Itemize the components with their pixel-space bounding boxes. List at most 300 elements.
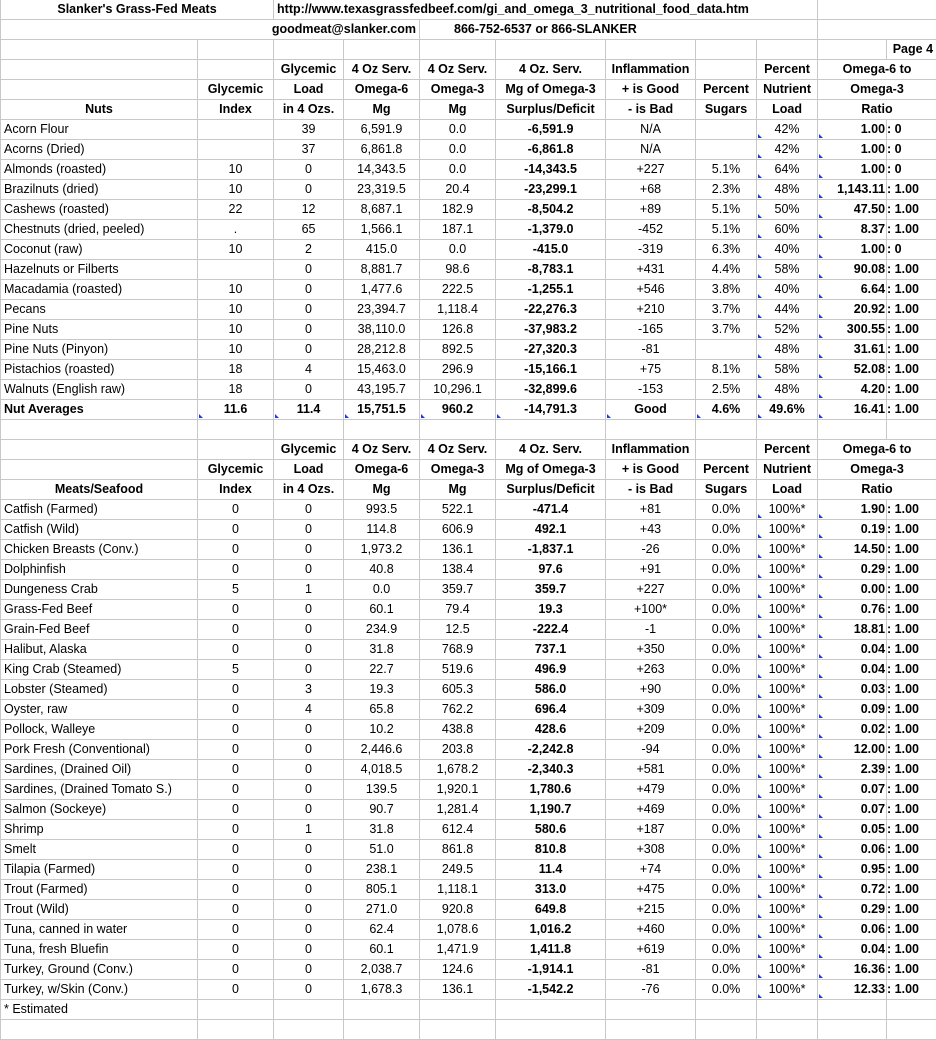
column-header-nl: Percent xyxy=(757,440,818,460)
column-header-infl: - is Bad xyxy=(606,100,696,120)
glycemic-index: 10 xyxy=(198,240,274,260)
percent-sugars: 0.0% xyxy=(696,960,757,980)
omega-3-mg: 519.6 xyxy=(420,660,496,680)
sheet-title: Slanker's Grass-Fed Meats xyxy=(1,0,274,20)
inflammation: +350 xyxy=(606,640,696,660)
glycemic-load: 4 xyxy=(274,360,344,380)
omega-6-mg: 238.1 xyxy=(344,860,420,880)
percent-sugars: 0.0% xyxy=(696,780,757,800)
nutrient-load: 100%* xyxy=(757,640,818,660)
inflammation: -165 xyxy=(606,320,696,340)
omega-6-mg: 14,343.5 xyxy=(344,160,420,180)
omega-6-mg: 415.0 xyxy=(344,240,420,260)
glycemic-index: 0 xyxy=(198,920,274,940)
omega-6-mg: 6,861.8 xyxy=(344,140,420,160)
table-row xyxy=(1,340,936,360)
nutrient-load: 100%* xyxy=(757,580,818,600)
inflammation: +308 xyxy=(606,840,696,860)
omega-6-mg: 8,687.1 xyxy=(344,200,420,220)
ratio-denominator: : 1.00 xyxy=(887,360,936,380)
glycemic-index: 0 xyxy=(198,560,274,580)
table-row xyxy=(1,940,936,960)
omega-3-mg: 10,296.1 xyxy=(420,380,496,400)
nutrient-load: 100%* xyxy=(757,800,818,820)
empty-cell xyxy=(757,420,818,440)
omega-3-surplus-deficit: 97.6 xyxy=(496,560,606,580)
table-row xyxy=(1,860,936,880)
inflammation: -1 xyxy=(606,620,696,640)
ratio-denominator: : 1.00 xyxy=(887,280,936,300)
column-header-ratio: Ratio xyxy=(818,480,936,500)
ratio-numerator: 300.55 xyxy=(818,320,887,340)
column-header-sug xyxy=(696,440,757,460)
glycemic-index: 18 xyxy=(198,380,274,400)
column-header-sug xyxy=(696,60,757,80)
ratio-denominator: : 1.00 xyxy=(887,260,936,280)
omega-3-surplus-deficit: 19.3 xyxy=(496,600,606,620)
glycemic-load: 0 xyxy=(274,380,344,400)
nutrient-load: 100%* xyxy=(757,860,818,880)
inflammation: +81 xyxy=(606,500,696,520)
empty-cell xyxy=(420,1020,496,1040)
avg-surplus-deficit: -14,791.3 xyxy=(496,400,606,420)
omega-3-surplus-deficit: -8,783.1 xyxy=(496,260,606,280)
glycemic-index: . xyxy=(198,220,274,240)
header-row xyxy=(1,480,936,500)
percent-sugars: 2.3% xyxy=(696,180,757,200)
omega-3-surplus-deficit: -22,276.3 xyxy=(496,300,606,320)
table-row xyxy=(1,900,936,920)
empty-cell xyxy=(1,1020,198,1040)
ratio-denominator: : 1.00 xyxy=(887,940,936,960)
column-header-gi: Glycemic xyxy=(198,460,274,480)
glycemic-load: 0 xyxy=(274,620,344,640)
inflammation: +75 xyxy=(606,360,696,380)
omega-3-surplus-deficit: -15,166.1 xyxy=(496,360,606,380)
column-header-o3: 4 Oz Serv. xyxy=(420,440,496,460)
averages-label: Nut Averages xyxy=(1,400,198,420)
ratio-numerator: 90.08 xyxy=(818,260,887,280)
inflammation: +68 xyxy=(606,180,696,200)
omega-3-surplus-deficit: 1,780.6 xyxy=(496,780,606,800)
table-row xyxy=(1,880,936,900)
ratio-denominator: : 0 xyxy=(887,120,936,140)
empty-cell xyxy=(274,1000,344,1020)
glycemic-load: 0 xyxy=(274,900,344,920)
food-name: Chicken Breasts (Conv.) xyxy=(1,540,198,560)
inflammation: N/A xyxy=(606,140,696,160)
percent-sugars: 0.0% xyxy=(696,580,757,600)
omega-3-surplus-deficit: -1,914.1 xyxy=(496,960,606,980)
header-row xyxy=(1,60,936,80)
inflammation: +209 xyxy=(606,720,696,740)
omega-3-surplus-deficit: -8,504.2 xyxy=(496,200,606,220)
ratio-numerator: 0.72 xyxy=(818,880,887,900)
omega-3-mg: 522.1 xyxy=(420,500,496,520)
table-row xyxy=(1,560,936,580)
column-header-o6: Omega-6 xyxy=(344,80,420,100)
food-name: Tuna, canned in water xyxy=(1,920,198,940)
column-header-infl: + is Good xyxy=(606,80,696,100)
glycemic-index: 0 xyxy=(198,860,274,880)
table-row xyxy=(1,680,936,700)
glycemic-load: 0 xyxy=(274,600,344,620)
omega-6-mg: 2,038.7 xyxy=(344,960,420,980)
ratio-denominator: : 1.00 xyxy=(887,200,936,220)
omega-3-mg: 182.9 xyxy=(420,200,496,220)
column-header-infl: Inflammation xyxy=(606,440,696,460)
ratio-denominator: : 1.00 xyxy=(887,720,936,740)
ratio-numerator: 0.06 xyxy=(818,920,887,940)
glycemic-index: 10 xyxy=(198,320,274,340)
omega-6-mg: 0.0 xyxy=(344,580,420,600)
percent-sugars xyxy=(696,140,757,160)
glycemic-index: 10 xyxy=(198,180,274,200)
column-header-o6: 4 Oz Serv. xyxy=(344,60,420,80)
table-row xyxy=(1,380,936,400)
inflammation: +100* xyxy=(606,600,696,620)
percent-sugars: 0.0% xyxy=(696,940,757,960)
ratio-denominator: : 1.00 xyxy=(887,380,936,400)
nutrient-load: 48% xyxy=(757,340,818,360)
column-header-infl: Inflammation xyxy=(606,60,696,80)
omega-6-mg: 60.1 xyxy=(344,600,420,620)
empty-cell xyxy=(344,420,420,440)
empty-cell xyxy=(496,1020,606,1040)
nutrient-load: 48% xyxy=(757,380,818,400)
ratio-numerator: 0.95 xyxy=(818,860,887,880)
omega-6-mg: 60.1 xyxy=(344,940,420,960)
table-row xyxy=(1,160,936,180)
column-header-gl: Glycemic xyxy=(274,440,344,460)
food-name: Lobster (Steamed) xyxy=(1,680,198,700)
nutrient-load: 100%* xyxy=(757,560,818,580)
column-header-sd: Surplus/Deficit xyxy=(496,480,606,500)
glycemic-index xyxy=(198,120,274,140)
glycemic-index: 0 xyxy=(198,980,274,1000)
nutrient-load: 100%* xyxy=(757,980,818,1000)
food-name: Shrimp xyxy=(1,820,198,840)
glycemic-index: 0 xyxy=(198,520,274,540)
avg-omega-3: 960.2 xyxy=(420,400,496,420)
column-header-ratio: Ratio xyxy=(818,100,936,120)
omega-6-mg: 1,566.1 xyxy=(344,220,420,240)
table-row xyxy=(1,360,936,380)
ratio-denominator: : 1.00 xyxy=(887,760,936,780)
ratio-numerator: 0.09 xyxy=(818,700,887,720)
omega-6-mg: 28,212.8 xyxy=(344,340,420,360)
nutrient-load: 100%* xyxy=(757,880,818,900)
glycemic-load: 0 xyxy=(274,740,344,760)
ratio-numerator: 0.06 xyxy=(818,840,887,860)
empty-cell xyxy=(606,1000,696,1020)
omega-3-surplus-deficit: -1,542.2 xyxy=(496,980,606,1000)
omega-3-surplus-deficit: -1,379.0 xyxy=(496,220,606,240)
inflammation: -81 xyxy=(606,340,696,360)
omega-3-surplus-deficit: 313.0 xyxy=(496,880,606,900)
header-row xyxy=(1,100,936,120)
inflammation: -76 xyxy=(606,980,696,1000)
ratio-denominator: : 1.00 xyxy=(887,680,936,700)
omega-3-mg: 359.7 xyxy=(420,580,496,600)
source-url: http://www.texasgrassfedbeef.com/gi_and_omega_3_nutritional_food_data.htm xyxy=(274,0,818,20)
glycemic-index: 0 xyxy=(198,880,274,900)
percent-sugars: 5.1% xyxy=(696,160,757,180)
blank-row xyxy=(1,420,936,440)
column-header-gi xyxy=(198,440,274,460)
glycemic-load: 0 xyxy=(274,520,344,540)
omega-6-mg: 38,110.0 xyxy=(344,320,420,340)
table-row xyxy=(1,780,936,800)
percent-sugars: 0.0% xyxy=(696,860,757,880)
omega-3-mg: 222.5 xyxy=(420,280,496,300)
food-name: Pine Nuts xyxy=(1,320,198,340)
glycemic-load: 0 xyxy=(274,320,344,340)
empty-cell xyxy=(420,1000,496,1020)
ratio-denominator: : 1.00 xyxy=(887,540,936,560)
food-name: Catfish (Farmed) xyxy=(1,500,198,520)
glycemic-index: 0 xyxy=(198,640,274,660)
glycemic-index: 0 xyxy=(198,500,274,520)
percent-sugars: 5.1% xyxy=(696,220,757,240)
inflammation: N/A xyxy=(606,120,696,140)
inflammation: +91 xyxy=(606,560,696,580)
nutrient-load: 58% xyxy=(757,360,818,380)
glycemic-load: 0 xyxy=(274,940,344,960)
inflammation: +90 xyxy=(606,680,696,700)
glycemic-index: 0 xyxy=(198,700,274,720)
avg-percent-sugars: 4.6% xyxy=(696,400,757,420)
food-name: Pork Fresh (Conventional) xyxy=(1,740,198,760)
glycemic-load: 0 xyxy=(274,500,344,520)
table-row xyxy=(1,520,936,540)
empty-cell xyxy=(887,420,936,440)
contact-email: goodmeat@slanker.com xyxy=(1,20,420,40)
omega-3-surplus-deficit: 359.7 xyxy=(496,580,606,600)
omega-6-mg: 805.1 xyxy=(344,880,420,900)
omega-3-mg: 1,678.2 xyxy=(420,760,496,780)
food-name: Chestnuts (dried, peeled) xyxy=(1,220,198,240)
percent-sugars: 0.0% xyxy=(696,980,757,1000)
nutrient-load: 100%* xyxy=(757,780,818,800)
omega-3-mg: 136.1 xyxy=(420,540,496,560)
table-row xyxy=(1,820,936,840)
blank-row xyxy=(1,1020,936,1040)
ratio-denominator: : 1.00 xyxy=(887,860,936,880)
ratio-denominator: : 0 xyxy=(887,140,936,160)
omega-3-mg: 762.2 xyxy=(420,700,496,720)
ratio-numerator: 1,143.11 xyxy=(818,180,887,200)
inflammation: +475 xyxy=(606,880,696,900)
omega-3-mg: 1,281.4 xyxy=(420,800,496,820)
glycemic-load: 0 xyxy=(274,920,344,940)
food-name: Smelt xyxy=(1,840,198,860)
glycemic-load: 2 xyxy=(274,240,344,260)
empty-cell xyxy=(606,420,696,440)
nutrient-load: 100%* xyxy=(757,740,818,760)
omega-3-surplus-deficit: 737.1 xyxy=(496,640,606,660)
table-row xyxy=(1,640,936,660)
omega-6-mg: 8,881.7 xyxy=(344,260,420,280)
inflammation: -319 xyxy=(606,240,696,260)
ratio-numerator: 14.50 xyxy=(818,540,887,560)
omega-3-mg: 0.0 xyxy=(420,120,496,140)
table-row xyxy=(1,200,936,220)
column-header-ratio: Omega-3 xyxy=(818,80,936,100)
table-row xyxy=(1,600,936,620)
glycemic-index: 0 xyxy=(198,840,274,860)
ratio-numerator: 12.00 xyxy=(818,740,887,760)
table-row xyxy=(1,300,936,320)
empty-cell xyxy=(1,460,198,480)
column-header-sug: Percent xyxy=(696,80,757,100)
empty-cell xyxy=(198,420,274,440)
ratio-numerator: 0.02 xyxy=(818,720,887,740)
glycemic-load: 0 xyxy=(274,980,344,1000)
ratio-denominator: : 1.00 xyxy=(887,960,936,980)
inflammation: +581 xyxy=(606,760,696,780)
inflammation: +546 xyxy=(606,280,696,300)
ratio-numerator: 0.29 xyxy=(818,900,887,920)
percent-sugars: 2.5% xyxy=(696,380,757,400)
ratio-denominator: : 1.00 xyxy=(887,920,936,940)
percent-sugars: 4.4% xyxy=(696,260,757,280)
percent-sugars xyxy=(696,120,757,140)
omega-6-mg: 43,195.7 xyxy=(344,380,420,400)
percent-sugars xyxy=(696,340,757,360)
title-row xyxy=(1,0,936,20)
nutrient-load: 100%* xyxy=(757,840,818,860)
omega-3-surplus-deficit: -37,983.2 xyxy=(496,320,606,340)
omega-6-mg: 993.5 xyxy=(344,500,420,520)
ratio-numerator: 52.08 xyxy=(818,360,887,380)
omega-3-surplus-deficit: 1,411.8 xyxy=(496,940,606,960)
ratio-numerator: 20.92 xyxy=(818,300,887,320)
table-row xyxy=(1,280,936,300)
ratio-denominator: : 1.00 xyxy=(887,820,936,840)
nutrient-load: 100%* xyxy=(757,760,818,780)
inflammation: +43 xyxy=(606,520,696,540)
nutrient-load: 100%* xyxy=(757,540,818,560)
ratio-denominator: : 1.00 xyxy=(887,220,936,240)
empty-cell xyxy=(344,1020,420,1040)
percent-sugars: 0.0% xyxy=(696,680,757,700)
food-name: Coconut (raw) xyxy=(1,240,198,260)
glycemic-load: 0 xyxy=(274,640,344,660)
nutrient-load: 48% xyxy=(757,180,818,200)
column-header-ratio: Omega-6 to xyxy=(818,440,936,460)
glycemic-load: 0 xyxy=(274,800,344,820)
ratio-numerator: 0.07 xyxy=(818,800,887,820)
ratio-numerator: 1.00 xyxy=(818,140,887,160)
food-name: Turkey, w/Skin (Conv.) xyxy=(1,980,198,1000)
omega-6-mg: 19.3 xyxy=(344,680,420,700)
omega-6-mg: 139.5 xyxy=(344,780,420,800)
ratio-denominator: : 1.00 xyxy=(887,300,936,320)
food-name: Hazelnuts or Filberts xyxy=(1,260,198,280)
contact-row xyxy=(1,20,936,40)
glycemic-index: 0 xyxy=(198,720,274,740)
food-name: Brazilnuts (dried) xyxy=(1,180,198,200)
ratio-numerator: 1.00 xyxy=(818,120,887,140)
food-name: King Crab (Steamed) xyxy=(1,660,198,680)
percent-sugars: 0.0% xyxy=(696,900,757,920)
nutrient-load: 100%* xyxy=(757,940,818,960)
table-row xyxy=(1,980,936,1000)
glycemic-index: 10 xyxy=(198,280,274,300)
glycemic-index: 0 xyxy=(198,780,274,800)
food-name: Pecans xyxy=(1,300,198,320)
nutrient-load: 100%* xyxy=(757,500,818,520)
glycemic-load: 0 xyxy=(274,160,344,180)
omega-3-surplus-deficit: -32,899.6 xyxy=(496,380,606,400)
omega-6-mg: 62.4 xyxy=(344,920,420,940)
glycemic-load: 0 xyxy=(274,840,344,860)
ratio-denominator: : 1.00 xyxy=(887,980,936,1000)
table-row xyxy=(1,740,936,760)
omega-6-mg: 51.0 xyxy=(344,840,420,860)
omega-3-surplus-deficit: 1,190.7 xyxy=(496,800,606,820)
omega-3-surplus-deficit: -6,861.8 xyxy=(496,140,606,160)
nutrient-load: 42% xyxy=(757,140,818,160)
column-header-o6: Omega-6 xyxy=(344,460,420,480)
glycemic-load: 1 xyxy=(274,580,344,600)
omega-3-mg: 79.4 xyxy=(420,600,496,620)
column-header-ratio: Omega-6 to xyxy=(818,60,936,80)
inflammation: +74 xyxy=(606,860,696,880)
column-header-ratio: Omega-3 xyxy=(818,460,936,480)
ratio-denominator: : 1.00 xyxy=(887,520,936,540)
inflammation: +309 xyxy=(606,700,696,720)
ratio-numerator: 0.03 xyxy=(818,680,887,700)
table-row xyxy=(1,540,936,560)
percent-sugars: 0.0% xyxy=(696,640,757,660)
glycemic-load: 0 xyxy=(274,280,344,300)
column-header-gl: Load xyxy=(274,80,344,100)
column-header-sd: Mg of Omega-3 xyxy=(496,80,606,100)
omega-3-surplus-deficit: -2,340.3 xyxy=(496,760,606,780)
omega-6-mg: 2,446.6 xyxy=(344,740,420,760)
table-row xyxy=(1,660,936,680)
column-header-o6: Mg xyxy=(344,480,420,500)
ratio-numerator: 12.33 xyxy=(818,980,887,1000)
nutrient-load: 50% xyxy=(757,200,818,220)
glycemic-load: 65 xyxy=(274,220,344,240)
food-name: Tilapia (Farmed) xyxy=(1,860,198,880)
glycemic-load: 0 xyxy=(274,540,344,560)
omega-3-mg: 1,920.1 xyxy=(420,780,496,800)
omega-3-mg: 12.5 xyxy=(420,620,496,640)
omega-3-surplus-deficit: -27,320.3 xyxy=(496,340,606,360)
omega-3-mg: 124.6 xyxy=(420,960,496,980)
glycemic-load: 0 xyxy=(274,860,344,880)
table-row xyxy=(1,960,936,980)
glycemic-index: 0 xyxy=(198,800,274,820)
nutrient-load: 100%* xyxy=(757,920,818,940)
table-row xyxy=(1,920,936,940)
omega-6-mg: 234.9 xyxy=(344,620,420,640)
food-name: Catfish (Wild) xyxy=(1,520,198,540)
omega-3-mg: 0.0 xyxy=(420,240,496,260)
ratio-denominator: : 1.00 xyxy=(887,580,936,600)
empty-cell xyxy=(818,420,887,440)
percent-sugars: 0.0% xyxy=(696,500,757,520)
glycemic-index: 5 xyxy=(198,580,274,600)
table-row xyxy=(1,580,936,600)
omega-3-mg: 612.4 xyxy=(420,820,496,840)
ratio-denominator: : 1.00 xyxy=(887,560,936,580)
glycemic-load: 0 xyxy=(274,260,344,280)
